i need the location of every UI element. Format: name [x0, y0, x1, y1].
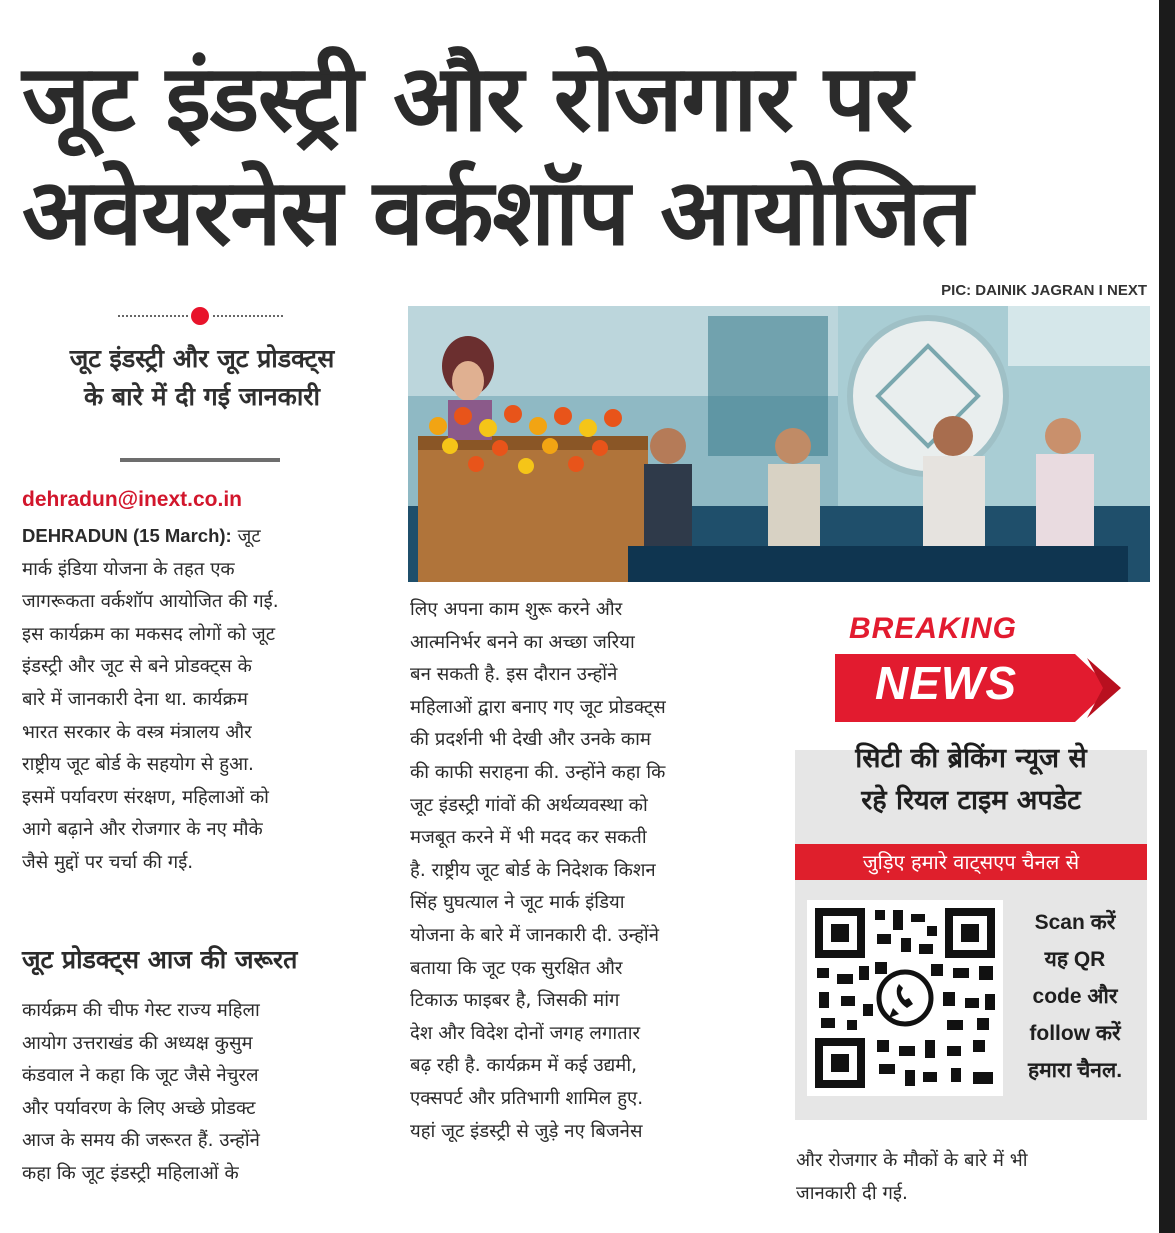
- whatsapp-channel-banner: जुड़िए हमारे वाट्सएप चैनल से: [795, 844, 1147, 880]
- article-column-3: [796, 1145, 1148, 1210]
- promo-line-1: सिटी की ब्रेकिंग न्यूज से: [855, 743, 1087, 774]
- text-line: यहां जूट इंडस्ट्री से जुड़े नए बिजनेस: [410, 1120, 643, 1142]
- subheadline: [22, 340, 382, 416]
- text-line: जानकारी दी गई.: [796, 1182, 908, 1204]
- text-line: लिए अपना काम शुरू करने और: [410, 599, 623, 620]
- text-line: टिकाऊ फाइबर है, जिसकी मांग: [410, 990, 620, 1012]
- text-line: और रोजगार के मौकों के बारे में भी: [796, 1150, 1028, 1171]
- article-column-1: [22, 520, 382, 880]
- text-line: महिलाओं द्वारा बनाए गए जूट प्रोडक्ट्स: [410, 696, 666, 718]
- page-edge-shadow: [1159, 0, 1175, 1233]
- text-line: राष्ट्रीय जूट बोर्ड के सहयोग से हुआ.: [22, 754, 254, 776]
- text-line: देश और विदेश दोनों जगह लगातार: [410, 1022, 641, 1044]
- dotted-line-left: [118, 315, 188, 317]
- text-line: मजबूत करने में भी मदद कर सकती: [410, 827, 647, 849]
- text-line: बढ़ रही है. कार्यक्रम में कई उद्यमी,: [410, 1055, 638, 1077]
- text-line: इसमें पर्यावरण संरक्षण, महिलाओं को: [22, 786, 269, 808]
- decorative-divider: [118, 306, 283, 326]
- text-line: इंडस्ट्री और जूट से बने प्रोडक्ट्स के: [22, 656, 252, 678]
- scan-instructions: [1005, 904, 1145, 1089]
- text-line: भारत सरकार के वस्त्र मंत्रालय और: [22, 721, 252, 743]
- text-line: की प्रदर्शनी भी देखी और उनके काम: [410, 729, 651, 751]
- scan-line: follow करें: [1029, 1022, 1121, 1045]
- scan-line: Scan करें: [1034, 911, 1116, 934]
- text-line: आत्मनिर्भर बनने का अच्छा जरिया: [410, 631, 635, 653]
- text-line: आगे बढ़ाने और रोजगार के नए मौके: [22, 819, 263, 841]
- event-photo-illustration: [408, 306, 1150, 582]
- reporter-email[interactable]: dehradun@inext.co.in: [22, 488, 242, 511]
- text-line: इस कार्यक्रम का मकसद लोगों को जूट: [22, 623, 276, 645]
- photo-credit: PIC: DAINIK JAGRAN I NEXT: [941, 282, 1147, 299]
- promo-text: [795, 738, 1147, 822]
- text-line: योजना के बारे में जानकारी दी. उन्होंने: [410, 924, 659, 946]
- qr-code[interactable]: [807, 900, 1003, 1096]
- headline-line-2: अवेयरनेस वर्कशॉप आयोजित: [22, 159, 972, 266]
- text-line: कंडवाल ने कहा कि जूट जैसे नेचुरल: [22, 1065, 259, 1087]
- text-line: बताया कि जूट एक सुरक्षित और: [410, 957, 623, 979]
- breaking-label: BREAKING: [849, 612, 1018, 645]
- text-line: मार्क इंडिया योजना के तहत एक: [22, 558, 235, 580]
- scan-line: यह QR: [1044, 948, 1106, 971]
- dotted-line-right: [213, 315, 283, 317]
- article-column-2: [410, 594, 770, 1148]
- article-column-1-continued: [22, 995, 382, 1191]
- qr-code-icon: [807, 900, 1003, 1096]
- subheadline-line-2: के बारे में दी गई जानकारी: [83, 382, 321, 411]
- text-line: जागरूकता वर्कशॉप आयोजित की गई.: [22, 591, 279, 613]
- scan-line: हमारा चैनल.: [1027, 1059, 1123, 1082]
- text-line: कार्यक्रम की चीफ गेस्ट राज्य महिला: [22, 1000, 260, 1021]
- breaking-news-box: [795, 604, 1147, 1120]
- text-line: बारे में जानकारी देना था. कार्यक्रम: [22, 688, 248, 710]
- text-line: की काफी सराहना की. उन्होंने कहा कि: [410, 761, 666, 783]
- text-line: बन सकती है. इस दौरान उन्होंने: [410, 664, 618, 686]
- text-line: और पर्यावरण के लिए अच्छे प्रोडक्ट: [22, 1097, 256, 1119]
- subheadline-line-1: जूट इंडस्ट्री और जूट प्रोडक्ट्स: [69, 344, 335, 373]
- text-line: सिंह घुघत्याल ने जूट मार्क इंडिया: [410, 892, 625, 914]
- news-label: NEWS: [875, 657, 1017, 709]
- text-line: जूट इंडस्ट्री गांवों की अर्थव्यवस्था को: [410, 794, 648, 816]
- event-photo: [408, 306, 1150, 582]
- text-line: है. राष्ट्रीय जूट बोर्ड के निदेशक किशन: [410, 859, 656, 881]
- subheadline-rule: [120, 458, 280, 462]
- red-dot-icon: [191, 307, 209, 325]
- text-line: जैसे मुद्दों पर चर्चा की गई.: [22, 851, 194, 873]
- scan-line: code और: [1032, 985, 1118, 1008]
- text-line: आज के समय की जरूरत हैं. उन्होंने: [22, 1130, 260, 1152]
- section-heading: जूट प्रोडक्ट्स आज की जरूरत: [22, 945, 298, 974]
- dateline: DEHRADUN (15 March):: [22, 525, 232, 546]
- headline-line-1: जूट इंडस्ट्री और रोजगार पर: [22, 45, 912, 152]
- headline: [22, 42, 1142, 270]
- text-line: एक्सपर्ट और प्रतिभागी शामिल हुए.: [410, 1087, 644, 1109]
- text-line: कहा कि जूट इंडस्ट्री महिलाओं के: [22, 1162, 239, 1184]
- promo-line-2: रहे रियल टाइम अपडेट: [861, 785, 1081, 816]
- text-line: आयोग उत्तराखंड की अध्यक्ष कुसुम: [22, 1032, 253, 1054]
- text-line: DEHRADUN (15 March): जूट: [22, 525, 261, 547]
